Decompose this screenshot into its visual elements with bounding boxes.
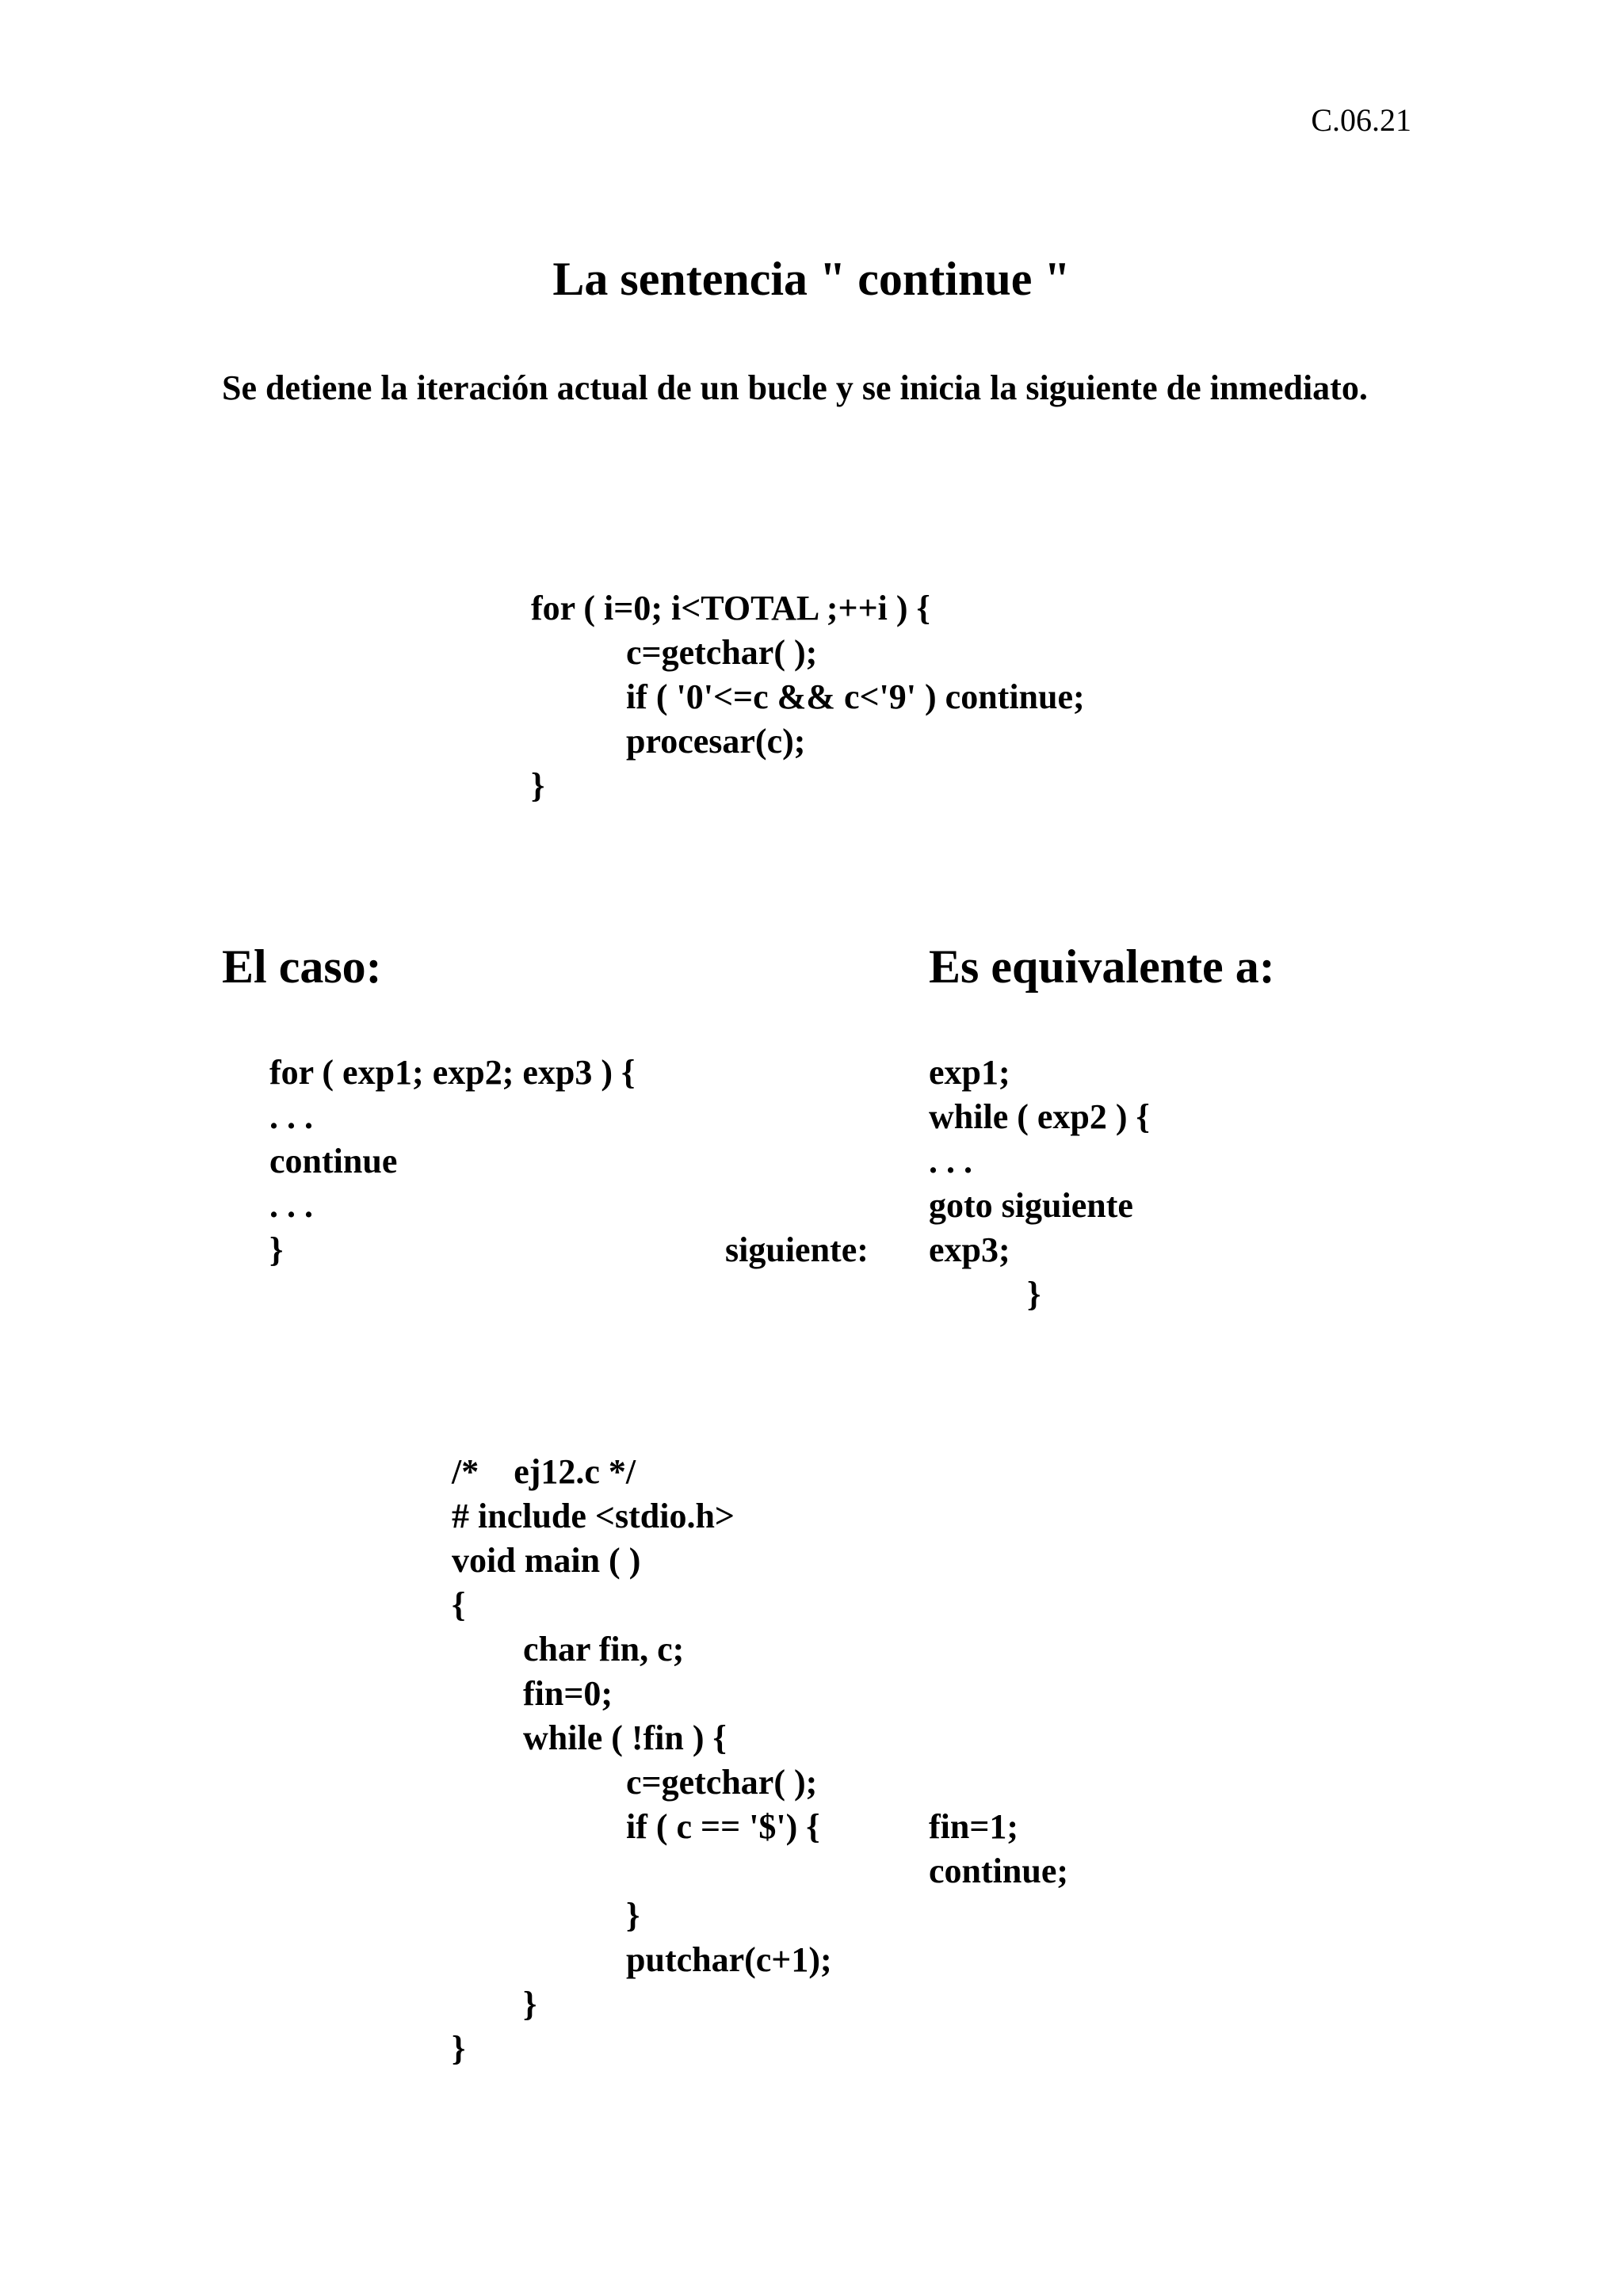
code-line: void main ( ) [452,1541,641,1580]
code-line: if ( c == '$') { [626,1807,820,1846]
code-line: } [626,1896,640,1935]
code-line: if ( '0'<=c && c<'9' ) continue; [626,677,1085,716]
code-line: /* ej12.c */ [452,1452,636,1491]
code-line: . . . [269,1186,313,1225]
code-line: c=getchar( ); [626,1763,818,1802]
code-line: for ( exp1; exp2; exp3 ) { [269,1053,636,1092]
code-line: } [531,766,545,805]
code-line: } [452,2029,466,2068]
intro-paragraph: Se detiene la iteración actual de un bucle y se inicia la siguiente de inmediato. [222,368,1368,407]
code-line: continue [269,1142,398,1180]
code-line: for ( i=0; i<TOTAL ;++i ) { [531,589,930,627]
code-line: exp3; [929,1230,1010,1269]
code-line: goto siguiente [929,1186,1133,1225]
page-number: C.06.21 [1311,102,1411,138]
code-line: while ( exp2 ) { [929,1097,1150,1136]
code-line: { [452,1585,466,1624]
code-line: exp1; [929,1053,1010,1092]
code-line: c=getchar( ); [626,633,818,672]
code-line: fin=0; [523,1674,613,1713]
code-line: procesar(c); [626,722,806,761]
code-line: char fin, c; [523,1630,685,1669]
code-line: } [523,1985,537,2023]
code-line: fin=1; [929,1807,1019,1846]
page-title: La sentencia " continue " [552,253,1071,305]
right-heading: Es equivalente a: [929,940,1275,993]
code-line: putchar(c+1); [626,1940,832,1979]
label-siguiente: siguiente: [725,1230,869,1269]
left-heading: El caso: [222,940,382,993]
code-line: # include <stdio.h> [452,1497,735,1535]
code-line: . . . [269,1097,313,1136]
code-line: continue; [929,1852,1068,1890]
code-line: } [1027,1275,1041,1314]
code-line: while ( !fin ) { [523,1718,727,1757]
code-line: } [269,1230,284,1269]
code-line: . . . [929,1142,972,1180]
